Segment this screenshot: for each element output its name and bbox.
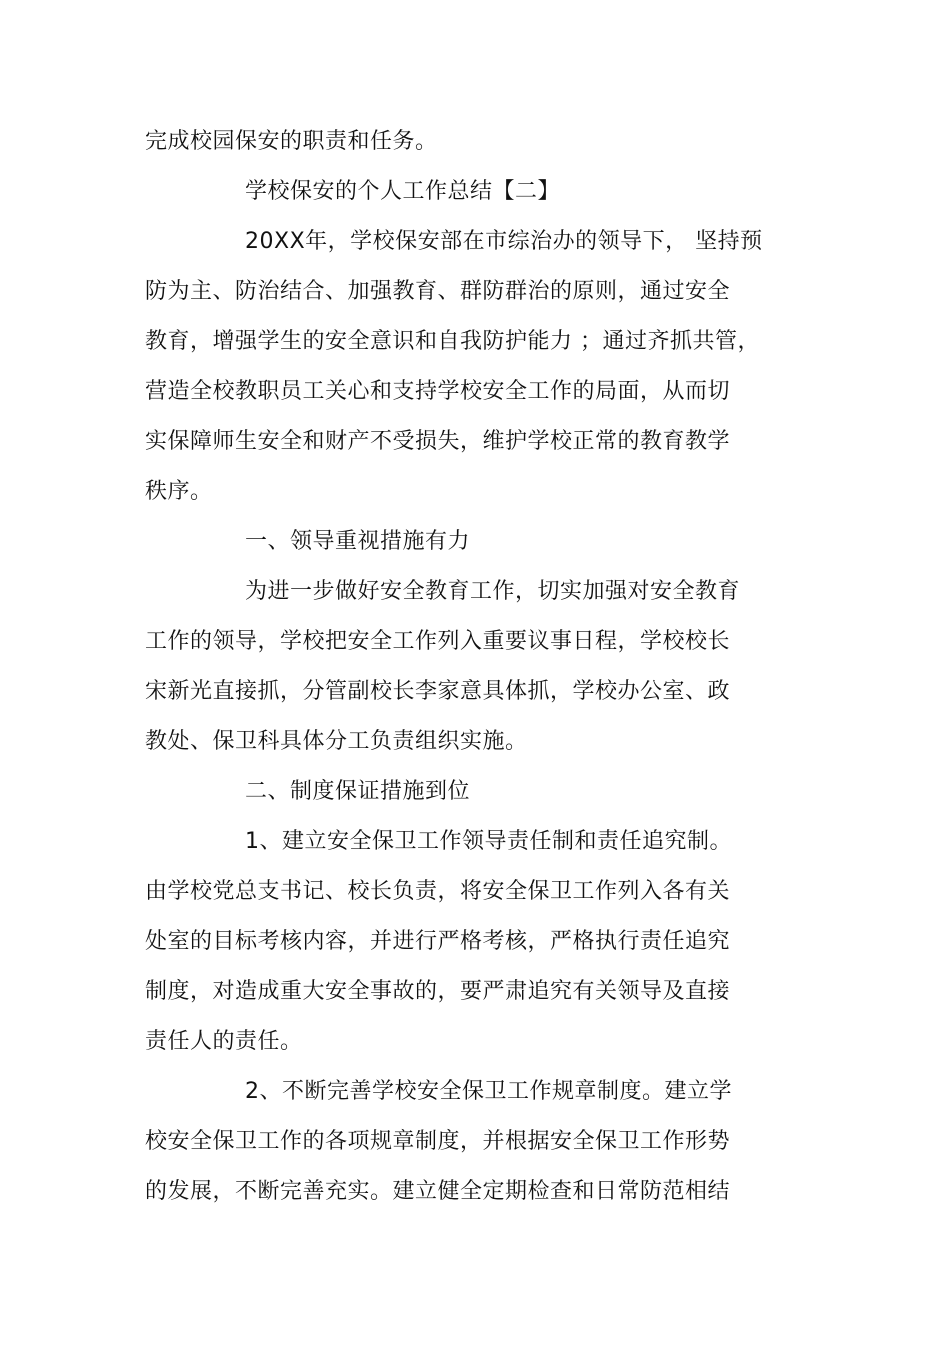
text-line: 教育，增强学生的安全意识和自我防护能力 ；通过齐抓共管，	[145, 329, 760, 354]
text-line: 防为主、防治结合、加强教育、群防群治的原则，通过安全	[145, 279, 731, 304]
text-line: 工作的领导，学校把安全工作列入重要议事日程，学校校长	[145, 629, 731, 654]
text-line: 处室的目标考核内容，并进行严格考核，严格执行责任追究	[145, 929, 731, 954]
text-line: 的发展，不断完善充实。建立健全定期检查和日常防范相结	[145, 1179, 731, 1204]
text-line: 宋新光直接抓，分管副校长李家意具体抓，学校办公室、政	[145, 679, 731, 704]
text-line: 责任人的责任。	[145, 1029, 303, 1054]
subheading: 二、制度保证措施到位	[245, 779, 471, 804]
text-line: 2、不断完善学校安全保卫工作规章制度。建立学	[245, 1079, 732, 1104]
section-title: 学校保安的个人工作总结【二】	[245, 179, 561, 204]
text-line: 由学校党总支书记、校长负责，将安全保卫工作列入各有关	[145, 879, 731, 904]
text-line: 制度，对造成重大安全事故的，要严肃追究有关领导及直接	[145, 979, 731, 1004]
subheading: 一、领导重视措施有力	[245, 529, 471, 554]
text-line: 实保障师生安全和财产不受损失，维护学校正常的教育教学	[145, 429, 731, 454]
text-line: 教处、保卫科具体分工负责组织实施。	[145, 729, 528, 754]
text-line: 为进一步做好安全教育工作，切实加强对安全教育	[245, 579, 741, 604]
text-line: 校安全保卫工作的各项规章制度，并根据安全保卫工作形势	[145, 1129, 731, 1154]
text-line: 20XX年，学校保安部在市综治办的领导下， 坚持预	[245, 229, 763, 254]
text-line: 营造全校教职员工关心和支持学校安全工作的局面，从而切	[145, 379, 731, 404]
text-line: 完成校园保安的职责和任务。	[145, 129, 438, 154]
text-line: 1、建立安全保卫工作领导责任制和责任追究制。	[245, 829, 732, 854]
text-line: 秩序。	[145, 479, 213, 504]
